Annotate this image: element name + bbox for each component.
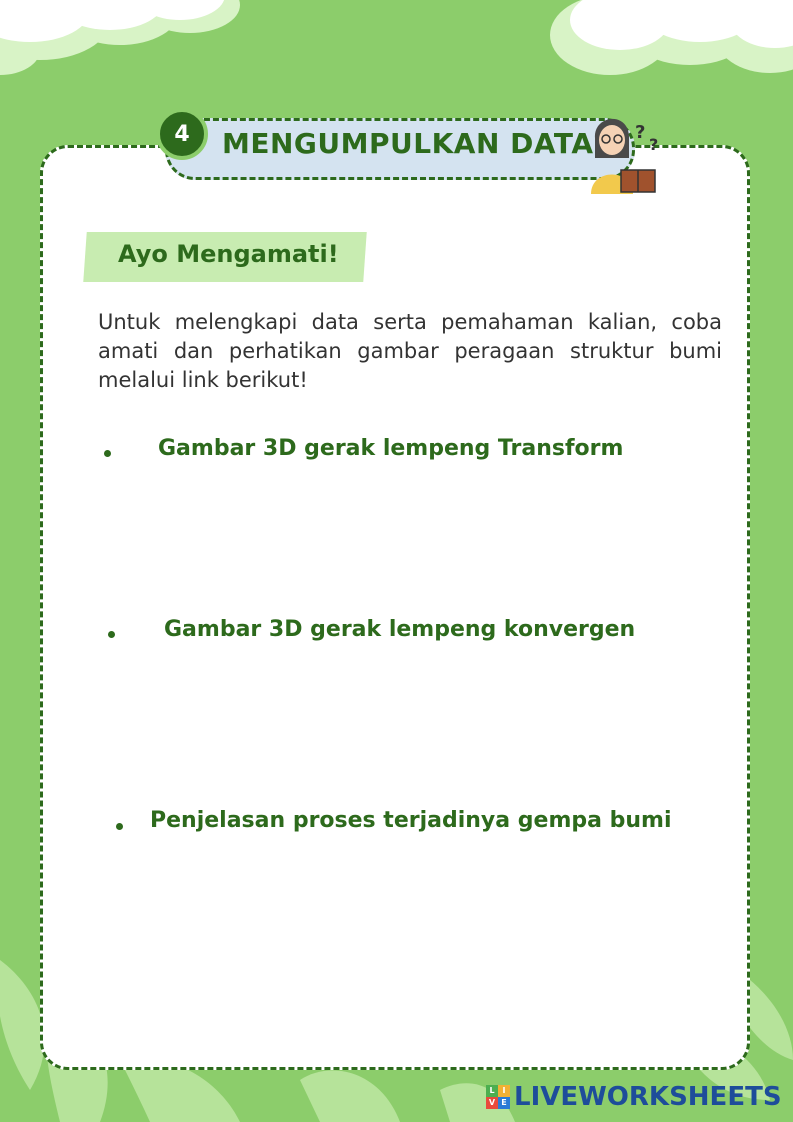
watermark-text: LIVEWORKSHEETS: [514, 1082, 782, 1112]
section-subtitle: Ayo Mengamati!: [118, 240, 339, 268]
liveworksheets-watermark: [486, 1080, 782, 1114]
page-title: MENGUMPULKAN DATA: [222, 127, 594, 160]
bullet-dot: [108, 631, 115, 638]
link-item-konvergen[interactable]: Gambar 3D gerak lempeng konvergen: [164, 617, 636, 642]
link-item-gempa[interactable]: Penjelasan proses terjadinya gempa bumi: [150, 808, 672, 833]
content-card: [40, 145, 750, 1070]
svg-text:?: ?: [649, 135, 659, 154]
bullet-dot: [116, 823, 123, 830]
liveworksheets-logo-icon: L I V E: [486, 1085, 510, 1109]
step-badge: 4: [156, 108, 208, 160]
student-reading-icon: [585, 108, 665, 194]
svg-text:?: ?: [635, 122, 646, 143]
intro-paragraph: Untuk melengkapi data serta pemahaman kalian, coba amati dan perhatikan gambar peragaan struktur bumi melalui link berikut!: [98, 310, 722, 392]
bullet-dot: [104, 450, 111, 457]
question-mark-icon: [635, 122, 658, 154]
link-item-transform[interactable]: Gambar 3D gerak lempeng Transform: [158, 436, 624, 461]
